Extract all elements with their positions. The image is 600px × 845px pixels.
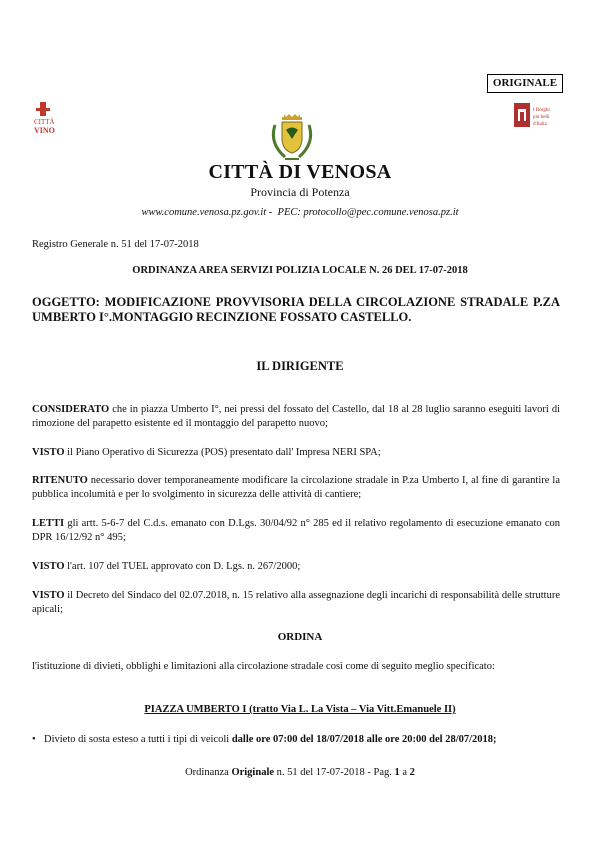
pec-address[interactable]: PEC: protocollo@pec.comune.venosa.pz.it	[277, 207, 459, 218]
city-title: CITTÀ DI VENOSA	[208, 161, 392, 183]
visto-pos-paragraph: VISTO il Piano Operativo di Sicurezza (POS) presentato dall' Impresa NERI SPA;	[32, 447, 381, 458]
svg-text:più belli: più belli	[533, 115, 550, 120]
ordina-heading: ORDINA	[277, 631, 323, 643]
ordina-text: l'istituzione di divieti, obblighi e limitazioni alla circolazione stradale così come di seguito meglio specificato:	[32, 661, 495, 672]
considerato-paragraph: CONSIDERATO che in piazza Umberto I°, nei pressi del fossato del Castello, dal 18 al 28 luglio saranno eseguiti lavori di rimozione del parapetto esistente ed il montaggio del parapetto nuovo;	[32, 404, 560, 429]
letti-paragraph: LETTI gli artt. 5-6-7 del C.d.s. emanato con D.Lgs. 30/04/92 n° 285 ed il relativo regolamento di esecuzione emanato con DPR 16/12/92 n° 495;	[32, 518, 560, 543]
citta-vino-logo	[32, 100, 70, 136]
contact-line	[0, 207, 600, 218]
province-subtitle: Provincia di Potenza	[250, 185, 350, 199]
subject-heading: OGGETTO: MODIFICAZIONE PROVVISORIA DELLA CIRCOLAZIONE STRADALE P.ZA UMBERTO I°.MONTAGGIO RECINZIONE FOSSATO CASTELLO.	[32, 295, 560, 324]
original-badge: ORIGINALE	[487, 74, 563, 93]
bullet-icon: •	[32, 734, 36, 745]
borghi-logo	[514, 103, 564, 129]
visto-tuel-paragraph: VISTO l'art. 107 del TUEL approvato con D. Lgs. n. 267/2000;	[32, 561, 301, 572]
visto-decreto-paragraph: VISTO il Decreto del Sindaco del 02.07.2018, n. 15 relativo alla assegnazione degli incarichi di responsabilità delle strutture apicali;	[32, 590, 560, 615]
list-item: • Divieto di sosta esteso a tutti i tipi di veicoli dalle ore 07:00 del 18/07/2018 alle ore 20:00 del 28/07/2018;	[32, 734, 497, 745]
website-link[interactable]: www.comune.venosa.pz.gov.it -	[141, 207, 273, 218]
svg-text:CITTÀ: CITTÀ	[34, 118, 55, 126]
svg-text:I Borghi: I Borghi	[533, 108, 550, 113]
registry-line: Registro Generale n. 51 del 17-07-2018	[32, 239, 199, 250]
ordinance-title: ORDINANZA AREA SERVIZI POLIZIA LOCALE N. 26 DEL 17-07-2018	[132, 265, 468, 276]
page-footer: Ordinanza Originale n. 51 del 17-07-2018 - Pag. 1 a 2	[185, 767, 415, 778]
coat-of-arms-icon	[265, 113, 319, 163]
svg-text:VINO: VINO	[34, 126, 55, 135]
ritenuto-paragraph: RITENUTO necessario dover temporaneamente modificare la circolazione stradale in P.za Umberto I, al fine di garantire la pubblica incolumità e per lo svolgimento in sicurezza delle attività di cantiere;	[32, 475, 560, 500]
svg-text:d'Italia: d'Italia	[533, 122, 547, 127]
piazza-heading: PIAZZA UMBERTO I (tratto Via L. La Vista – Via Vitt.Emanuele II)	[144, 704, 456, 715]
dirigente-heading: IL DIRIGENTE	[256, 359, 344, 373]
